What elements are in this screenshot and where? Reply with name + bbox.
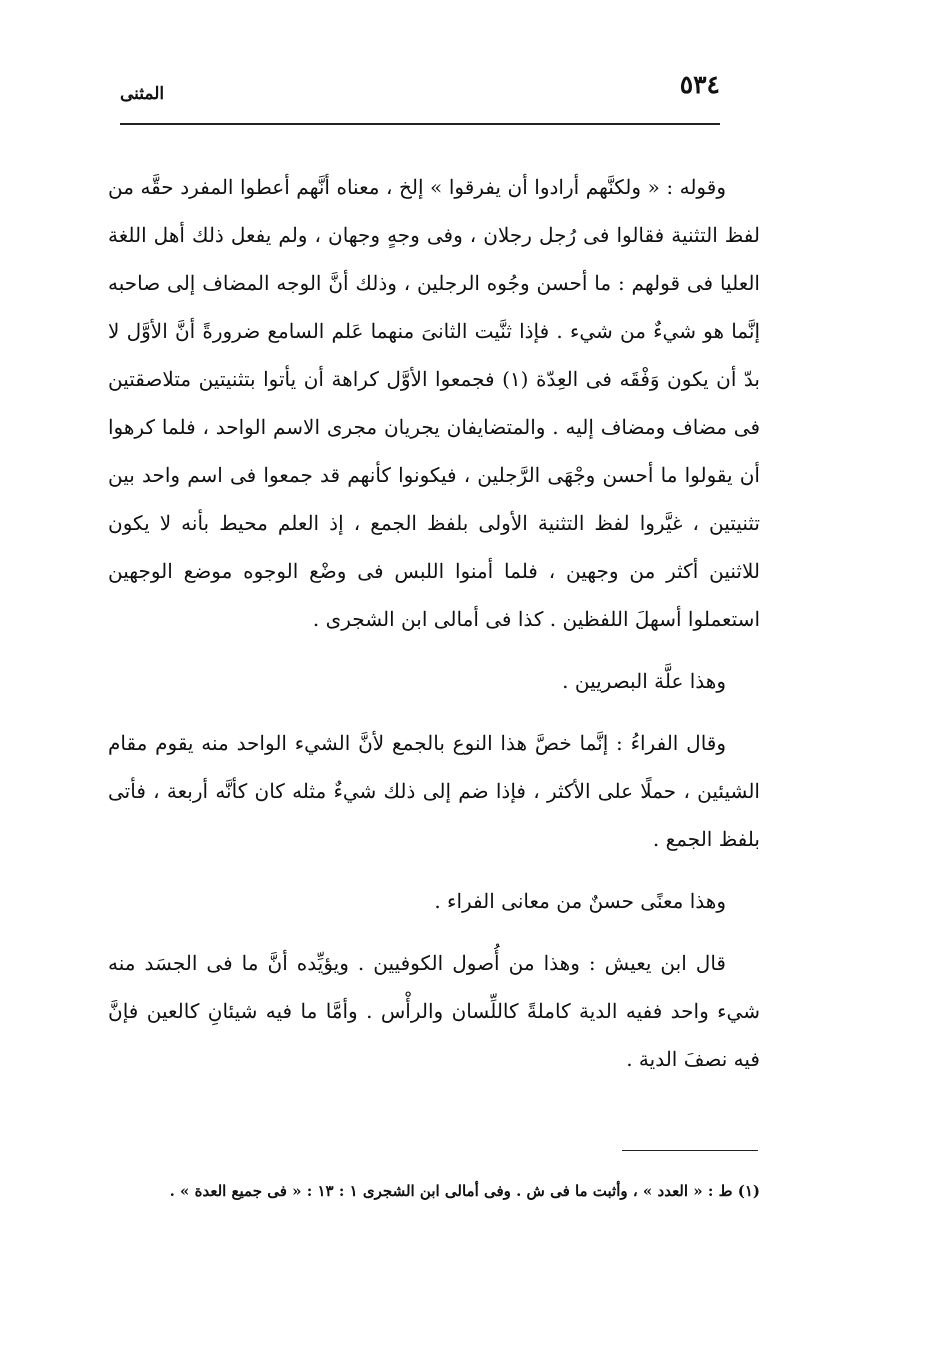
header-rule bbox=[120, 123, 720, 125]
page-number: ٥٣٤ bbox=[679, 70, 720, 99]
paragraph-5: قال ابن يعيش : وهذا من أُصول الكوفيين . ويؤيِّده أنَّ ما فى الجسَد منه شيء واحد ففيه الدية كاملةً كاللِّسان والرأْس . وأمَّا ما فيه شيئانِ كالعين فإنَّ فيه نصفَ الدية . bbox=[108, 951, 760, 1071]
page-header bbox=[120, 62, 720, 114]
footnote: (١) ط : « العدد » ، وأثبت ما فى ش . وفى أمالى ابن الشجرى ١ : ١٣ : « فى جميع العدة » . bbox=[169, 1182, 760, 1200]
main-text bbox=[108, 163, 760, 1083]
paragraph-3: وقال الفراءُ : إنَّما خصَّ هذا النوع بالجمع لأنَّ الشيء الواحد منه يقوم مقام الشيئين ، حملًا على الأكثر ، فإذا ضم إلى ذلك شيءٌ مثله كان كأنَّه أربعة ، فأتى بلفظ الجمع . bbox=[108, 731, 760, 851]
running-head: المثنى bbox=[120, 84, 165, 104]
paragraph-2: وهذا علَّة البصريين . bbox=[562, 669, 726, 693]
footnote-rule bbox=[622, 1150, 758, 1151]
paragraph-1: وقوله : « ولكنَّهم أرادوا أن يفرقوا » إلخ ، معناه أنَّهم أعطوا المفرد حقَّه من لفظ التثنية فقالوا فى رُجل رجلان ، وفى وجهٍ وجهان ، ولم يفعل ذلك أهل اللغة العليا فى قولهم : ما أحسن وجُوه الرجلين ، وذلك أنَّ الوجه المضاف إلى صاحبه إنَّما هو شيءٌ من شيء . فإذا ثنَّيت الثانىَ منهما عَلم السامع ضرورةً أنَّ الأوَّل لا بدّ أن يكون وَفْقَه فى العِدّة (١) فجمعوا الأوَّل كراهة أن يأتوا بتثنيتين متلاصقتين فى مضاف ومضاف إليه . والمتضايفان يجريان مجرى الاسم الواحد ، فلما كرهوا أن يقولوا ما أحسن وجْهَى الرَّجلين ، فيكونوا كأنهم قد جمعوا فى اسم واحد بين تثنيتين ، غيَّروا لفظ التثنية الأولى بلفظ الجمع ، إذ العلم محيط بأنه لا يكون للاثنين أكثر من وجهين ، فلما أمنوا اللبس فى وضْع الوجوه موضع الوجهين استعملوا أسهلَ اللفظين . كذا فى أمالى ابن الشجرى . bbox=[108, 175, 761, 631]
paragraph-4: وهذا معنًى حسنٌ من معانى الفراء . bbox=[434, 889, 726, 913]
